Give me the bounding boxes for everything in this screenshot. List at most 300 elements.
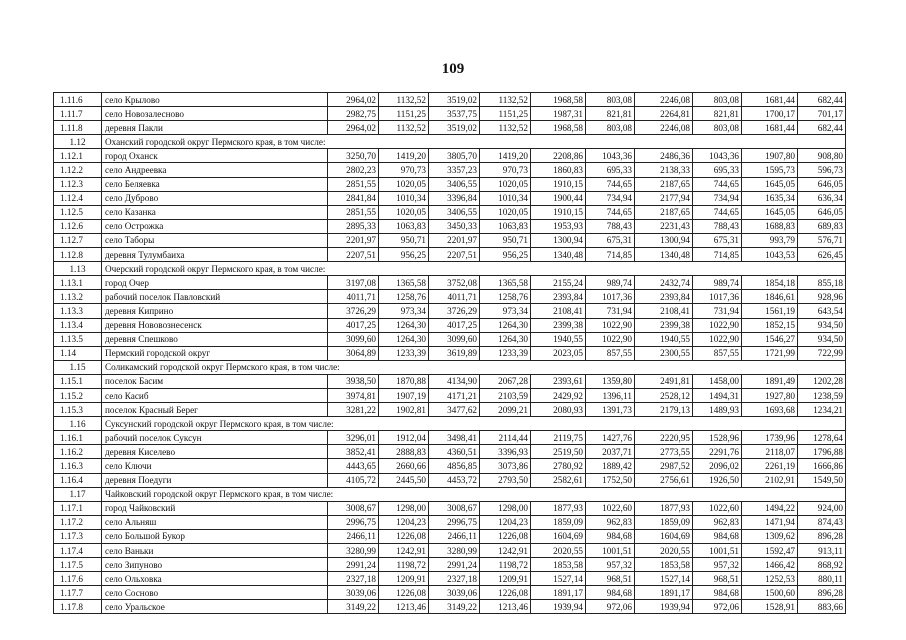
- row-code: 1.16.4: [54, 473, 102, 487]
- value-cell: 857,55: [586, 346, 635, 360]
- value-cell: 1340,48: [635, 248, 693, 262]
- table-row: [54, 149, 846, 163]
- table-row: [54, 558, 846, 572]
- value-cell: 2393,84: [531, 290, 586, 304]
- settlement-name: город Чайковский: [102, 501, 328, 515]
- settlement-name: поселок Басим: [102, 374, 328, 388]
- table-row: [54, 332, 846, 346]
- settlement-name: рабочий поселок Суксун: [102, 431, 328, 445]
- value-cell: 1298,00: [480, 501, 531, 515]
- value-cell: 984,68: [693, 529, 742, 543]
- section-row: [54, 360, 846, 374]
- value-cell: 2851,55: [328, 177, 379, 191]
- value-cell: 1419,20: [379, 149, 429, 163]
- value-cell: 973,34: [480, 304, 531, 318]
- settlement-name: село Острожка: [102, 219, 328, 233]
- section-row: [54, 262, 846, 276]
- value-cell: 3406,55: [429, 177, 480, 191]
- value-cell: 3396,93: [480, 445, 531, 459]
- value-cell: 1022,90: [693, 332, 742, 346]
- value-cell: 2399,38: [531, 318, 586, 332]
- row-code: 1.12.3: [54, 177, 102, 191]
- value-cell: 636,34: [798, 191, 846, 205]
- row-code: 1.17.4: [54, 544, 102, 558]
- value-cell: 2187,65: [635, 177, 693, 191]
- value-cell: 1853,58: [531, 558, 586, 572]
- value-cell: 1340,48: [531, 248, 586, 262]
- value-cell: 2327,18: [429, 572, 480, 586]
- table-row: [54, 459, 846, 473]
- value-cell: 2118,07: [742, 445, 798, 459]
- value-cell: 962,83: [586, 515, 635, 529]
- settlement-name: село Ваньки: [102, 544, 328, 558]
- value-cell: 744,65: [586, 205, 635, 219]
- value-cell: 2108,41: [531, 304, 586, 318]
- value-cell: 2099,21: [480, 403, 531, 417]
- value-cell: 934,50: [798, 318, 846, 332]
- row-code: 1.12.4: [54, 191, 102, 205]
- value-cell: 1907,19: [379, 388, 429, 402]
- value-cell: 3357,23: [429, 163, 480, 177]
- value-cell: 2138,33: [635, 163, 693, 177]
- value-cell: 646,05: [798, 177, 846, 191]
- value-cell: 1233,39: [480, 346, 531, 360]
- value-cell: 1846,61: [742, 290, 798, 304]
- value-cell: 803,08: [586, 121, 635, 135]
- value-cell: 3099,60: [429, 332, 480, 346]
- table-row: [54, 388, 846, 402]
- value-cell: 1226,08: [379, 586, 429, 600]
- value-cell: 1396,11: [586, 388, 635, 402]
- value-cell: 908,80: [798, 149, 846, 163]
- table-row: [54, 276, 846, 290]
- table-row: [54, 445, 846, 459]
- value-cell: 1365,58: [379, 276, 429, 290]
- value-cell: 1889,42: [586, 459, 635, 473]
- value-cell: 1365,58: [480, 276, 531, 290]
- value-cell: 714,85: [586, 248, 635, 262]
- table-row: [54, 346, 846, 360]
- table-row: [54, 403, 846, 417]
- value-cell: 3477,62: [429, 403, 480, 417]
- row-code: 1.17.7: [54, 586, 102, 600]
- row-code: 1.17.3: [54, 529, 102, 543]
- value-cell: 3149,22: [328, 600, 379, 614]
- value-cell: 1022,90: [586, 332, 635, 346]
- value-cell: 2756,61: [635, 473, 693, 487]
- value-cell: 1359,80: [586, 374, 635, 388]
- value-cell: 962,83: [693, 515, 742, 529]
- value-cell: 3099,60: [328, 332, 379, 346]
- value-cell: 3281,22: [328, 403, 379, 417]
- value-cell: 4017,25: [328, 318, 379, 332]
- value-cell: 1546,27: [742, 332, 798, 346]
- value-cell: 880,11: [798, 572, 846, 586]
- value-cell: 984,68: [586, 529, 635, 543]
- settlement-name: город Очер: [102, 276, 328, 290]
- row-code: 1.13.3: [54, 304, 102, 318]
- value-cell: 968,51: [586, 572, 635, 586]
- table-row: [54, 205, 846, 219]
- section-title: Оханский городской округ Пермского края, в том числе:: [102, 135, 846, 149]
- value-cell: 1681,44: [742, 121, 798, 135]
- row-code: 1.11.7: [54, 107, 102, 121]
- value-cell: 1926,50: [693, 473, 742, 487]
- value-cell: 3726,29: [328, 304, 379, 318]
- row-code: 1.11.8: [54, 121, 102, 135]
- row-code: 1.16: [54, 417, 102, 431]
- value-cell: 803,08: [693, 93, 742, 107]
- value-cell: 956,25: [379, 248, 429, 262]
- table-row: [54, 374, 846, 388]
- value-cell: 957,32: [693, 558, 742, 572]
- settlement-name: село Беляевка: [102, 177, 328, 191]
- value-cell: 2964,02: [328, 93, 379, 107]
- value-cell: 2291,76: [693, 445, 742, 459]
- value-cell: 1604,69: [635, 529, 693, 543]
- value-cell: 4360,51: [429, 445, 480, 459]
- row-code: 1.15.1: [54, 374, 102, 388]
- value-cell: 821,81: [693, 107, 742, 121]
- value-cell: 2246,08: [635, 121, 693, 135]
- value-cell: 2399,38: [635, 318, 693, 332]
- table-row: [54, 248, 846, 262]
- value-cell: 731,94: [586, 304, 635, 318]
- value-cell: 675,31: [693, 233, 742, 247]
- value-cell: 972,06: [693, 600, 742, 614]
- value-cell: 1877,93: [531, 501, 586, 515]
- value-cell: 1645,05: [742, 177, 798, 191]
- value-cell: 1264,30: [480, 318, 531, 332]
- row-code: 1.16.1: [54, 431, 102, 445]
- value-cell: 2582,61: [531, 473, 586, 487]
- value-cell: 1494,31: [693, 388, 742, 402]
- value-cell: 1198,72: [379, 558, 429, 572]
- table-row: [54, 233, 846, 247]
- row-code: 1.12.8: [54, 248, 102, 262]
- value-cell: 2096,02: [693, 459, 742, 473]
- value-cell: 1001,51: [586, 544, 635, 558]
- settlement-name: село Касиб: [102, 388, 328, 402]
- value-cell: 2067,28: [480, 374, 531, 388]
- value-cell: 1020,05: [379, 177, 429, 191]
- value-cell: 1939,94: [531, 600, 586, 614]
- value-cell: 1132,52: [480, 121, 531, 135]
- value-cell: 3250,70: [328, 149, 379, 163]
- value-cell: 788,43: [693, 219, 742, 233]
- table-body: [54, 93, 846, 614]
- value-cell: 3537,75: [429, 107, 480, 121]
- value-cell: 1213,46: [379, 600, 429, 614]
- value-cell: 1953,93: [531, 219, 586, 233]
- row-code: 1.12.1: [54, 149, 102, 163]
- value-cell: 1063,83: [480, 219, 531, 233]
- value-cell: 1700,17: [742, 107, 798, 121]
- value-cell: 714,85: [693, 248, 742, 262]
- value-cell: 2773,55: [635, 445, 693, 459]
- value-cell: 2964,02: [328, 121, 379, 135]
- settlement-name: город Оханск: [102, 149, 328, 163]
- value-cell: 2201,97: [328, 233, 379, 247]
- value-cell: 2102,91: [742, 473, 798, 487]
- settlement-name: село Дуброво: [102, 191, 328, 205]
- value-cell: 1940,55: [531, 332, 586, 346]
- value-cell: 1258,76: [480, 290, 531, 304]
- value-cell: 3406,55: [429, 205, 480, 219]
- value-cell: 3519,02: [429, 121, 480, 135]
- value-cell: 1528,96: [693, 431, 742, 445]
- row-code: 1.17: [54, 487, 102, 501]
- value-cell: 950,71: [480, 233, 531, 247]
- section-title: Соликамский городской округ Пермского края, в том числе:: [102, 360, 846, 374]
- value-cell: 1891,17: [635, 586, 693, 600]
- settlement-name: деревня Пакли: [102, 121, 328, 135]
- value-cell: 2023,05: [531, 346, 586, 360]
- section-row: [54, 135, 846, 149]
- value-cell: 1151,25: [480, 107, 531, 121]
- value-cell: 1043,36: [586, 149, 635, 163]
- value-cell: 973,34: [379, 304, 429, 318]
- value-cell: 4453,72: [429, 473, 480, 487]
- value-cell: 1721,99: [742, 346, 798, 360]
- table-row: [54, 304, 846, 318]
- table-row: [54, 191, 846, 205]
- value-cell: 1022,90: [586, 318, 635, 332]
- value-cell: 4017,25: [429, 318, 480, 332]
- value-cell: 1309,62: [742, 529, 798, 543]
- value-cell: 1063,83: [379, 219, 429, 233]
- value-cell: 3974,81: [328, 388, 379, 402]
- value-cell: 643,54: [798, 304, 846, 318]
- value-cell: 2987,52: [635, 459, 693, 473]
- value-cell: 1561,19: [742, 304, 798, 318]
- row-code: 1.17.1: [54, 501, 102, 515]
- value-cell: 1739,96: [742, 431, 798, 445]
- value-cell: 924,00: [798, 501, 846, 515]
- value-cell: 2037,71: [586, 445, 635, 459]
- value-cell: 1900,44: [531, 191, 586, 205]
- value-cell: 3938,50: [328, 374, 379, 388]
- value-cell: 1910,15: [531, 205, 586, 219]
- value-cell: 2528,12: [635, 388, 693, 402]
- value-cell: 883,66: [798, 600, 846, 614]
- row-code: 1.17.6: [54, 572, 102, 586]
- value-cell: 2300,55: [635, 346, 693, 360]
- value-cell: 1233,39: [379, 346, 429, 360]
- value-cell: 2177,94: [635, 191, 693, 205]
- value-cell: 2264,81: [635, 107, 693, 121]
- value-cell: 2393,84: [635, 290, 693, 304]
- settlement-name: село Ключи: [102, 459, 328, 473]
- value-cell: 2466,11: [328, 529, 379, 543]
- value-cell: 3197,08: [328, 276, 379, 290]
- value-cell: 2851,55: [328, 205, 379, 219]
- table-row: [54, 586, 846, 600]
- value-cell: 2119,75: [531, 431, 586, 445]
- value-cell: 1688,83: [742, 219, 798, 233]
- value-cell: 1252,53: [742, 572, 798, 586]
- row-code: 1.17.8: [54, 600, 102, 614]
- value-cell: 3752,08: [429, 276, 480, 290]
- value-cell: 2432,74: [635, 276, 693, 290]
- value-cell: 1001,51: [693, 544, 742, 558]
- value-cell: 701,17: [798, 107, 846, 121]
- value-cell: 2108,41: [635, 304, 693, 318]
- value-cell: 1020,05: [480, 205, 531, 219]
- value-cell: 1300,94: [635, 233, 693, 247]
- value-cell: 596,73: [798, 163, 846, 177]
- table-row: [54, 318, 846, 332]
- settlement-name: деревня Спешково: [102, 332, 328, 346]
- value-cell: 1968,58: [531, 121, 586, 135]
- settlement-name: село Крылово: [102, 93, 328, 107]
- value-cell: 744,65: [693, 205, 742, 219]
- value-cell: 972,06: [586, 600, 635, 614]
- row-code: 1.12.2: [54, 163, 102, 177]
- table-row: [54, 431, 846, 445]
- settlement-name: село Казанка: [102, 205, 328, 219]
- table-row: [54, 177, 846, 191]
- value-cell: 1151,25: [379, 107, 429, 121]
- settlement-name: деревня Киприно: [102, 304, 328, 318]
- value-cell: 1681,44: [742, 93, 798, 107]
- value-cell: 3519,02: [429, 93, 480, 107]
- value-cell: 984,68: [693, 586, 742, 600]
- value-cell: 1527,14: [635, 572, 693, 586]
- value-cell: 2020,55: [531, 544, 586, 558]
- value-cell: 2114,44: [480, 431, 531, 445]
- value-cell: 1043,53: [742, 248, 798, 262]
- value-cell: 2841,84: [328, 191, 379, 205]
- value-cell: 2208,86: [531, 149, 586, 163]
- value-cell: 3280,99: [328, 544, 379, 558]
- value-cell: 3805,70: [429, 149, 480, 163]
- table-row: [54, 473, 846, 487]
- value-cell: 896,28: [798, 586, 846, 600]
- row-code: 1.13.5: [54, 332, 102, 346]
- value-cell: 2220,95: [635, 431, 693, 445]
- row-code: 1.12.7: [54, 233, 102, 247]
- value-cell: 2246,08: [635, 93, 693, 107]
- table-row: [54, 544, 846, 558]
- value-cell: 803,08: [586, 93, 635, 107]
- value-cell: 1549,50: [798, 473, 846, 487]
- value-cell: 682,44: [798, 93, 846, 107]
- value-cell: 734,94: [693, 191, 742, 205]
- settlement-name: рабочий поселок Павловский: [102, 290, 328, 304]
- value-cell: 1132,52: [379, 121, 429, 135]
- section-title: Суксунский городской округ Пермского края, в том числе:: [102, 417, 846, 431]
- value-cell: 2207,51: [429, 248, 480, 262]
- value-cell: 2466,11: [429, 529, 480, 543]
- value-cell: 1910,15: [531, 177, 586, 191]
- value-cell: 3450,33: [429, 219, 480, 233]
- value-cell: 2201,97: [429, 233, 480, 247]
- value-cell: 1278,64: [798, 431, 846, 445]
- value-cell: 3396,84: [429, 191, 480, 205]
- row-code: 1.13.4: [54, 318, 102, 332]
- value-cell: 1796,88: [798, 445, 846, 459]
- value-cell: 2231,43: [635, 219, 693, 233]
- settlement-name: село Зипуново: [102, 558, 328, 572]
- settlement-name: поселок Красный Берег: [102, 403, 328, 417]
- tariff-table: [53, 92, 846, 614]
- value-cell: 970,73: [480, 163, 531, 177]
- row-code: 1.15: [54, 360, 102, 374]
- section-row: [54, 487, 846, 501]
- table-row: [54, 121, 846, 135]
- value-cell: 868,92: [798, 558, 846, 572]
- value-cell: 722,99: [798, 346, 846, 360]
- value-cell: 1264,30: [480, 332, 531, 346]
- row-code: 1.12.6: [54, 219, 102, 233]
- table-row: [54, 529, 846, 543]
- value-cell: 734,94: [586, 191, 635, 205]
- value-cell: 2393,61: [531, 374, 586, 388]
- settlement-name: село Андреевка: [102, 163, 328, 177]
- value-cell: 1300,94: [531, 233, 586, 247]
- value-cell: 4011,71: [328, 290, 379, 304]
- value-cell: 1859,09: [635, 515, 693, 529]
- row-code: 1.14: [54, 346, 102, 360]
- value-cell: 1242,91: [379, 544, 429, 558]
- value-cell: 3008,67: [429, 501, 480, 515]
- settlement-name: село Таборы: [102, 233, 328, 247]
- value-cell: 1939,94: [635, 600, 693, 614]
- value-cell: 968,51: [693, 572, 742, 586]
- value-cell: 1043,36: [693, 149, 742, 163]
- value-cell: 1020,05: [480, 177, 531, 191]
- value-cell: 1209,91: [480, 572, 531, 586]
- page-number: 109: [441, 61, 465, 77]
- value-cell: 675,31: [586, 233, 635, 247]
- value-cell: 689,83: [798, 219, 846, 233]
- row-code: 1.15.3: [54, 403, 102, 417]
- settlement-name: село Альняш: [102, 515, 328, 529]
- section-title: Чайковский городской округ Пермского края, в том числе:: [102, 487, 846, 501]
- value-cell: 1902,81: [379, 403, 429, 417]
- value-cell: 2261,19: [742, 459, 798, 473]
- value-cell: 1427,76: [586, 431, 635, 445]
- settlement-name: село Сосново: [102, 586, 328, 600]
- table-row: [54, 501, 846, 515]
- value-cell: 1940,55: [635, 332, 693, 346]
- value-cell: 3296,01: [328, 431, 379, 445]
- value-cell: 626,45: [798, 248, 846, 262]
- value-cell: 984,68: [586, 586, 635, 600]
- value-cell: 1198,72: [480, 558, 531, 572]
- value-cell: 1132,52: [379, 93, 429, 107]
- value-cell: 1500,60: [742, 586, 798, 600]
- value-cell: 1022,90: [693, 318, 742, 332]
- value-cell: 2780,92: [531, 459, 586, 473]
- value-cell: 731,94: [693, 304, 742, 318]
- value-cell: 1527,14: [531, 572, 586, 586]
- value-cell: 2080,93: [531, 403, 586, 417]
- value-cell: 993,79: [742, 233, 798, 247]
- row-code: 1.17.5: [54, 558, 102, 572]
- settlement-name: деревня Тулумбаиха: [102, 248, 328, 262]
- section-title: Очерский городской округ Пермского края, в том числе:: [102, 262, 846, 276]
- value-cell: 4856,85: [429, 459, 480, 473]
- value-cell: 1528,91: [742, 600, 798, 614]
- table-row: [54, 515, 846, 529]
- value-cell: 1202,28: [798, 374, 846, 388]
- value-cell: 1226,08: [379, 529, 429, 543]
- value-cell: 4134,90: [429, 374, 480, 388]
- value-cell: 2996,75: [429, 515, 480, 529]
- value-cell: 1592,47: [742, 544, 798, 558]
